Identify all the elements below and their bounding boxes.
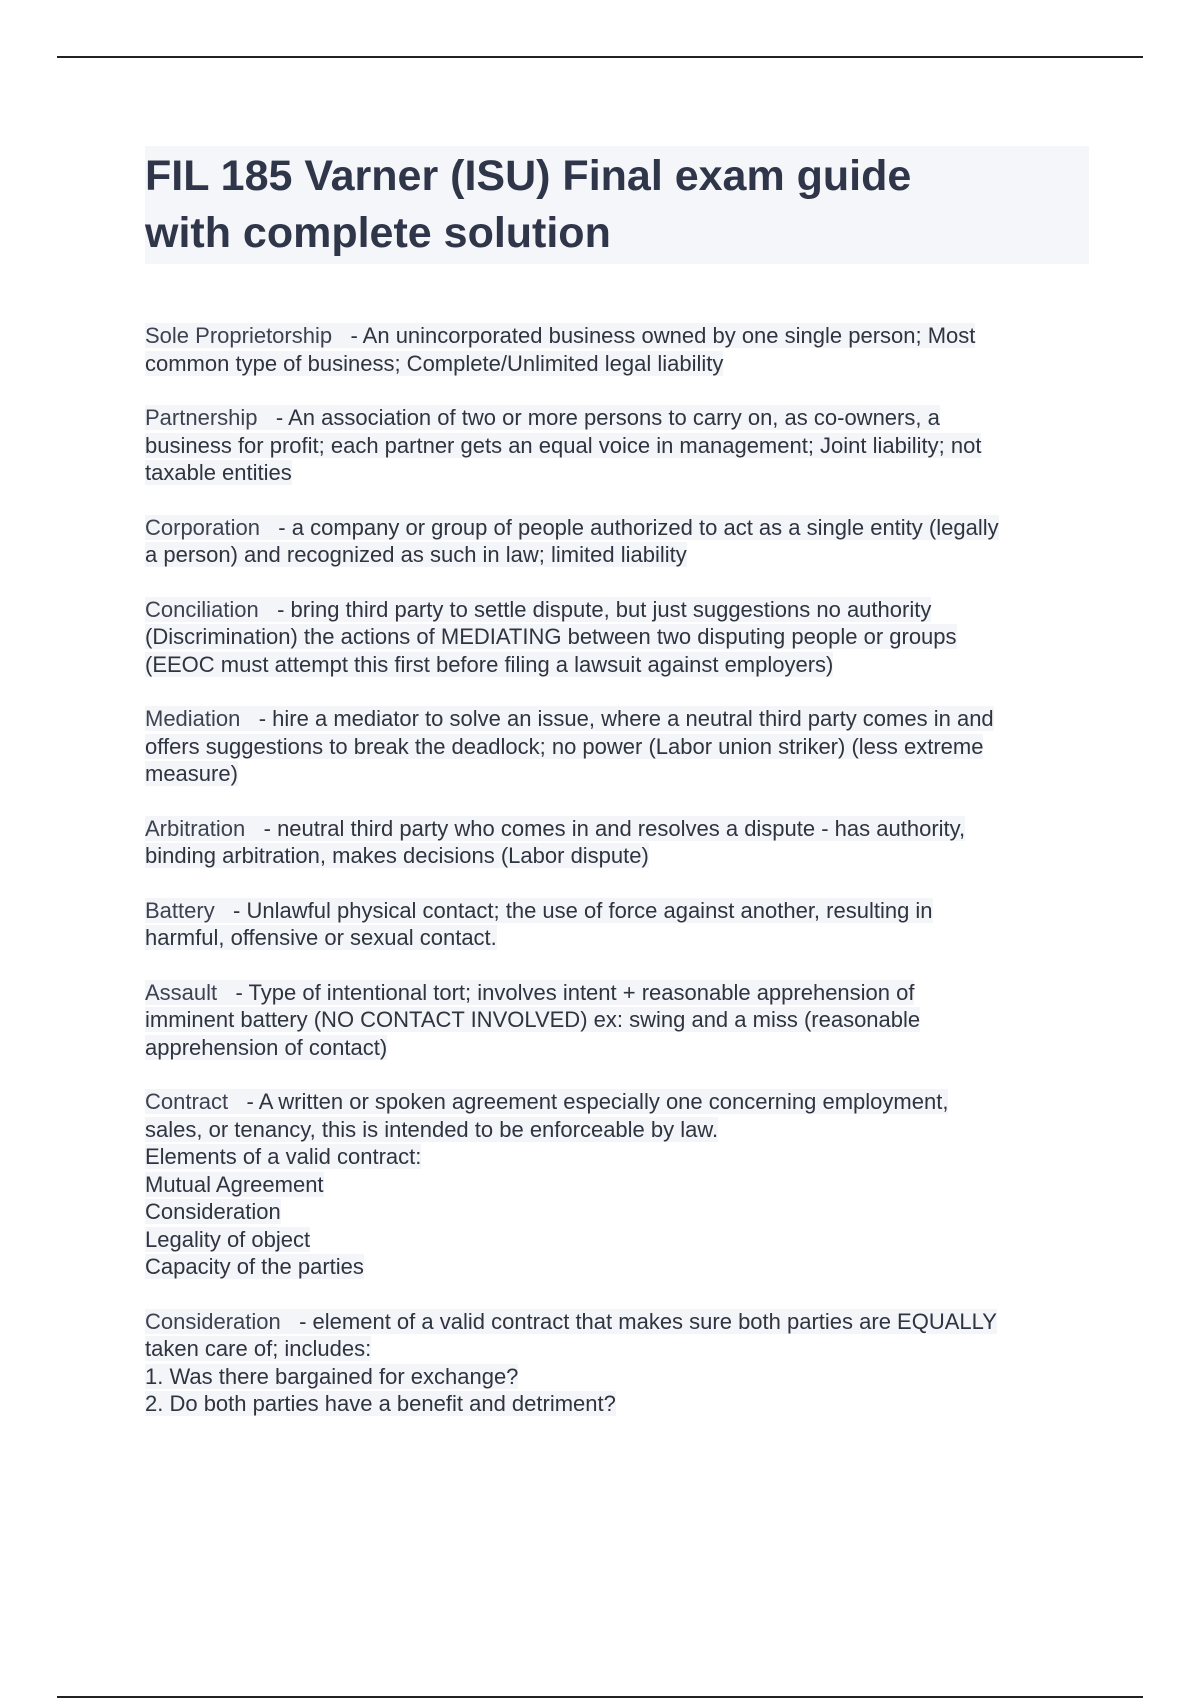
entry-line bbox=[145, 322, 1089, 350]
entry-line-text bbox=[145, 351, 723, 376]
entry-line bbox=[145, 1143, 1089, 1171]
entry-line bbox=[145, 514, 1089, 542]
entry-term: Partnership bbox=[145, 405, 258, 430]
bottom-rule bbox=[57, 1696, 1143, 1698]
entry-line-text bbox=[145, 761, 238, 786]
entry-line bbox=[145, 1226, 1089, 1254]
entry-definition: Consideration bbox=[145, 1199, 281, 1224]
entries-list bbox=[145, 322, 1089, 1418]
entry-line-text bbox=[145, 1144, 421, 1169]
entry-line-text bbox=[145, 925, 497, 950]
entry-definition: Elements of a valid contract: bbox=[145, 1144, 422, 1169]
entry-definition: apprehension of contact) bbox=[145, 1034, 388, 1060]
term-separator bbox=[217, 980, 235, 1005]
entry-definition: Mutual Agreement bbox=[145, 1171, 324, 1197]
entry-definition: imminent battery (NO CONTACT INVOLVED) ex: swing and a miss (reasonable bbox=[145, 1007, 921, 1032]
entry-line bbox=[145, 1006, 1089, 1034]
entry-term: Conciliation bbox=[145, 596, 259, 622]
entry-line bbox=[145, 897, 1089, 925]
entry-line bbox=[145, 1034, 1089, 1062]
entry-line bbox=[145, 432, 1089, 460]
entry-line bbox=[145, 459, 1089, 487]
entry-line-text bbox=[145, 433, 981, 458]
entry-definition: - a company or group of people authorized to act as a single entity (legally bbox=[278, 514, 999, 540]
entry-definition: sales, or tenancy, this is intended to be enforceable by law. bbox=[145, 1116, 719, 1142]
entry-definition: - bring third party to settle dispute, but just suggestions no authority bbox=[277, 596, 932, 622]
term-separator bbox=[215, 898, 233, 923]
entry-definition: binding arbitration, makes decisions (Labor dispute) bbox=[145, 843, 649, 868]
list-item bbox=[145, 705, 1089, 788]
entry-definition: - Type of intentional tort; involves intent + reasonable apprehension of bbox=[235, 979, 915, 1005]
entry-term: Corporation bbox=[145, 514, 260, 540]
term-separator bbox=[258, 405, 276, 430]
entry-line-text bbox=[145, 652, 833, 677]
entry-line bbox=[145, 1390, 1089, 1418]
list-item bbox=[145, 897, 1089, 952]
entry-line-text bbox=[145, 980, 914, 1005]
entry-line-text bbox=[145, 1117, 718, 1142]
entry-line-text bbox=[145, 1035, 387, 1060]
entry-term: Assault bbox=[145, 979, 218, 1005]
entry-line bbox=[145, 705, 1089, 733]
entry-line-text bbox=[145, 1199, 281, 1224]
list-item bbox=[145, 815, 1089, 870]
list-item bbox=[145, 404, 1089, 487]
list-item bbox=[145, 514, 1089, 569]
entry-definition: - neutral third party who comes in and resolves a dispute - has authority, bbox=[263, 815, 966, 841]
entry-line-text bbox=[145, 1336, 371, 1361]
entry-line-text bbox=[145, 624, 957, 649]
title-line-2: with complete solution bbox=[145, 209, 611, 257]
entry-term: Contract bbox=[145, 1089, 229, 1114]
entry-line bbox=[145, 541, 1089, 569]
entry-term: Arbitration bbox=[145, 815, 246, 841]
entry-term: Mediation bbox=[145, 706, 241, 731]
entry-line-text bbox=[145, 323, 975, 348]
entry-definition: Legality of object bbox=[145, 1226, 311, 1252]
entry-definition: - element of a valid contract that makes sure both parties are EQUALLY bbox=[299, 1308, 997, 1334]
entry-line-text bbox=[145, 1089, 948, 1114]
entry-term: Sole Proprietorship bbox=[145, 323, 333, 348]
term-separator bbox=[245, 816, 263, 841]
entry-line bbox=[145, 623, 1089, 651]
entry-line-text bbox=[145, 542, 687, 567]
entry-line bbox=[145, 404, 1089, 432]
entry-definition: - An unincorporated business owned by one single person; Most bbox=[350, 323, 976, 348]
entry-line bbox=[145, 842, 1089, 870]
term-separator bbox=[260, 515, 278, 540]
title-block bbox=[145, 146, 1089, 264]
entry-line bbox=[145, 979, 1089, 1007]
entry-term: Consideration bbox=[145, 1308, 281, 1334]
entry-line bbox=[145, 1116, 1089, 1144]
entry-line bbox=[145, 924, 1089, 952]
entry-line bbox=[145, 1253, 1089, 1281]
entry-line-text bbox=[145, 1254, 364, 1279]
entry-line-text bbox=[145, 460, 292, 485]
entry-definition: harmful, offensive or sexual contact. bbox=[145, 925, 497, 950]
term-separator bbox=[259, 597, 277, 622]
entry-line-text bbox=[145, 515, 999, 540]
entry-definition: common type of business; Complete/Unlimited legal liability bbox=[145, 350, 724, 376]
entry-line-text bbox=[145, 1172, 324, 1197]
entry-definition: measure) bbox=[145, 761, 238, 786]
list-item bbox=[145, 596, 1089, 679]
list-item bbox=[145, 1308, 1089, 1418]
entry-definition: taken care of; includes: bbox=[145, 1336, 372, 1361]
entry-line bbox=[145, 350, 1089, 378]
entry-line-text bbox=[145, 1309, 997, 1334]
term-separator bbox=[332, 323, 350, 348]
entry-line-text bbox=[145, 1391, 616, 1416]
entry-definition: taxable entities bbox=[145, 460, 292, 485]
term-separator bbox=[240, 706, 258, 731]
entry-definition: a person) and recognized as such in law; limited liability bbox=[145, 542, 687, 567]
entry-line-text bbox=[145, 597, 931, 622]
entry-line-text bbox=[145, 843, 649, 868]
entry-line bbox=[145, 733, 1089, 761]
entry-definition: - A written or spoken agreement especially one concerning employment, bbox=[246, 1089, 949, 1114]
entry-line-text bbox=[145, 1007, 920, 1032]
entry-line-text bbox=[145, 1227, 310, 1252]
document-body bbox=[145, 146, 1089, 1445]
entry-line bbox=[145, 1198, 1089, 1226]
entry-definition: - An association of two or more persons to carry on, as co-owners, a bbox=[275, 405, 940, 430]
entry-line-text bbox=[145, 706, 994, 731]
list-item bbox=[145, 1088, 1089, 1281]
entry-line bbox=[145, 1171, 1089, 1199]
entry-line bbox=[145, 815, 1089, 843]
entry-line bbox=[145, 1335, 1089, 1363]
term-separator bbox=[228, 1089, 246, 1114]
entry-line-text bbox=[145, 405, 940, 430]
entry-line-text bbox=[145, 816, 965, 841]
entry-definition: 1. Was there bargained for exchange? bbox=[145, 1363, 519, 1389]
entry-line bbox=[145, 1308, 1089, 1336]
entry-term: Battery bbox=[145, 897, 215, 923]
top-rule bbox=[57, 56, 1143, 58]
entry-line-text bbox=[145, 734, 983, 759]
entry-definition: Capacity of the parties bbox=[145, 1254, 364, 1279]
entry-definition: - hire a mediator to solve an issue, where a neutral third party comes in and bbox=[258, 706, 994, 731]
entry-line-text bbox=[145, 898, 933, 923]
entry-line bbox=[145, 596, 1089, 624]
entry-definition: - Unlawful physical contact; the use of force against another, resulting in bbox=[233, 897, 933, 923]
page-title bbox=[145, 148, 1085, 262]
entry-line bbox=[145, 760, 1089, 788]
entry-line bbox=[145, 651, 1089, 679]
entry-line bbox=[145, 1088, 1089, 1116]
title-line-1: FIL 185 Varner (ISU) Final exam guide bbox=[145, 152, 912, 200]
entry-definition: (Discrimination) the actions of MEDIATING between two disputing people or groups bbox=[145, 624, 957, 649]
entry-definition: (EEOC must attempt this first before filing a lawsuit against employers) bbox=[145, 651, 834, 677]
entry-definition: offers suggestions to break the deadlock; no power (Labor union striker) (less extreme bbox=[145, 733, 984, 759]
entry-definition: 2. Do both parties have a benefit and detriment? bbox=[145, 1391, 616, 1416]
list-item bbox=[145, 979, 1089, 1062]
term-separator bbox=[281, 1309, 299, 1334]
entry-definition: business for profit; each partner gets an equal voice in management; Joint liability; not bbox=[145, 432, 982, 458]
entry-line-text bbox=[145, 1364, 518, 1389]
list-item bbox=[145, 322, 1089, 377]
entry-line bbox=[145, 1363, 1089, 1391]
